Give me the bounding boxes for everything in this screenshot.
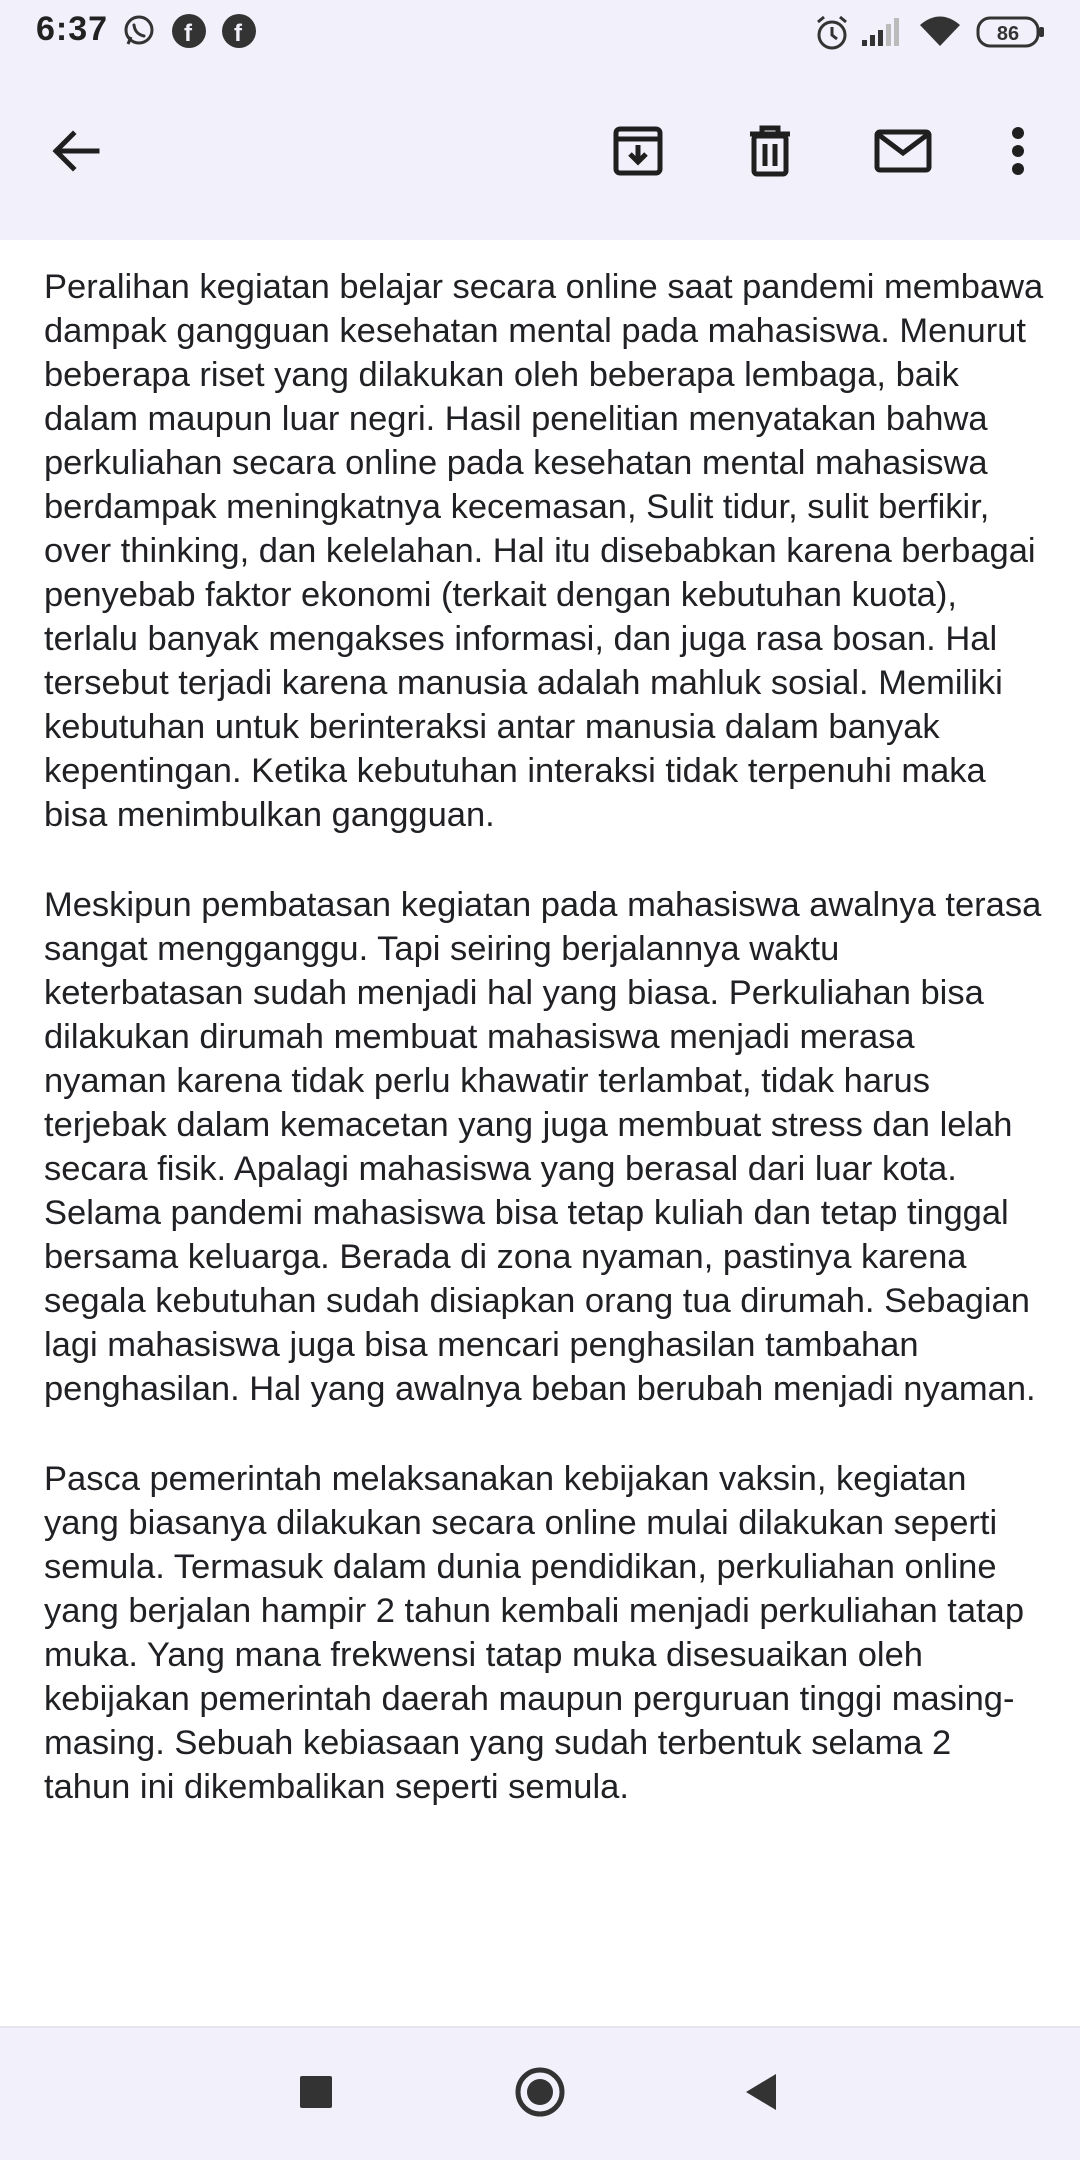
wifi-icon [918,14,962,53]
home-button[interactable] [510,2064,570,2124]
battery-level: 86 [996,23,1020,45]
status-bar [0,0,1080,66]
home-circle-icon [514,2066,566,2123]
delete-icon [746,124,794,183]
app-bar [0,66,1080,240]
email-body [44,240,1044,2025]
mark-unread-button[interactable] [863,113,943,193]
more-options-button[interactable] [978,113,1058,193]
delete-button[interactable] [730,113,810,193]
back-triangle-icon [742,2072,778,2117]
facebook-icon [172,14,206,48]
recents-square-icon [299,2075,333,2114]
status-time: 6:37 [36,10,109,48]
battery-icon [976,16,1046,53]
archive-icon [612,125,664,182]
back-button[interactable] [36,113,116,193]
whatsapp-icon [122,14,156,48]
email-paragraph: Meskipun pembatasan kegiatan pada mahasiswa awalnya terasa sangat mengganggu. Tapi seiring berjalannya waktu keterbatasan sudah menjadi hal yang biasa. Perkuliahan bisa dilakukan dirumah membuat mahasiswa menjadi merasa nyaman karena tidak perlu khawatir terlambat, tidak harus terjebak dalam kemacetan yang juga membuat stress dan lelah secara fisik. Apalagi mahasiswa yang berasal dari luar kota. Selama pandemi mahasiswa bisa tetap kuliah dan tetap tinggal bersama keluarga. Berada di zona nyaman, pastinya karena segala kebutuhan sudah disiapkan orang tua dirumah. Sebagian lagi mahasiswa juga bisa mencari penghasilan tambahan penghasilan. Hal yang awalnya beban berubah menjadi nyaman. [44,886,1042,1408]
system-nav-bar [0,2028,1080,2160]
alarm-icon [814,14,850,57]
archive-button[interactable] [598,113,678,193]
arrow-back-icon [51,129,101,178]
email-paragraph: Pasca pemerintah melaksanakan kebijakan vaksin, kegiatan yang biasanya dilakukan secara online mulai dilakukan seperti semula. Termasuk dalam dunia pendidikan, perkuliahan online yang berjalan hampir 2 tahun kembali menjadi perkuliahan tatap muka. Yang mana frekwensi tatap muka disesuaikan oleh kebijakan pemerintah daerah maupun perguruan tinggi masing-masing. Sebuah kebiasaan yang sudah terbentuk selama 2 tahun ini dikembalikan seperti semula. [44,1460,1025,1806]
more-vert-icon [1011,126,1025,181]
recents-button[interactable] [286,2064,346,2124]
facebook-icon [222,14,256,48]
signal-icon [860,16,904,53]
email-paragraph: Peralihan kegiatan belajar secara online saat pandemi membawa dampak gangguan kesehatan mental pada mahasiswa. Menurut beberapa riset yang dilakukan oleh beberapa lembaga, baik dalam maupun luar negri. Hasil penelitian menyatakan bahwa perkuliahan secara online pada kesehatan mental mahasiswa berdampak meningkatnya kecemasan, Sulit tidur, sulit berfikir, over thinking, dan kelelahan. Hal itu disebabkan karena berbagai penyebab faktor ekonomi (terkait dengan kebutuhan kuota), terlalu banyak mengakses informasi, dan juga rasa bosan. Hal tersebut terjadi karena manusia adalah mahluk sosial. Memiliki kebutuhan untuk berinteraksi antar manusia dalam banyak kepentingan. Ketika kebutuhan interaksi tidak terpenuhi maka bisa menimbulkan gangguan. [44,268,1044,834]
svg-text:f: f [234,20,242,47]
mark-unread-icon [874,129,932,178]
svg-text:f: f [184,20,192,47]
system-back-button[interactable] [730,2064,790,2124]
